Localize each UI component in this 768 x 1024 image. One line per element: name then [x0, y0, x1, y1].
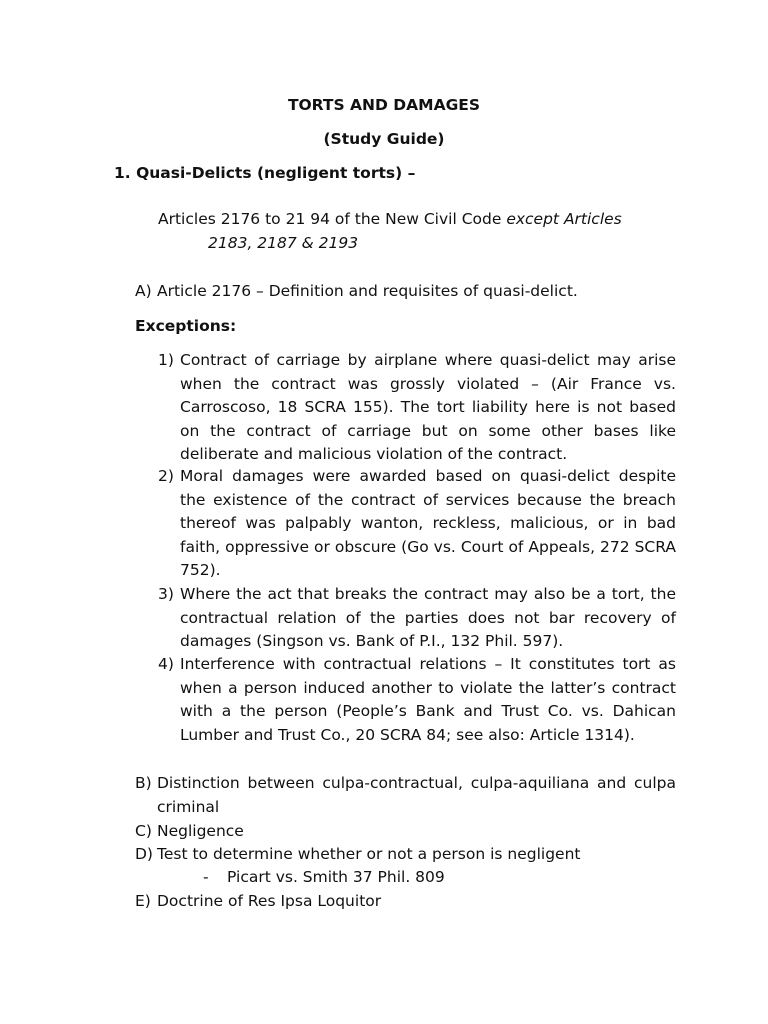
- item-text: Distinction between culpa-contractual, culpa-aquiliana and culpa criminal: [157, 774, 676, 816]
- exception-text: Contract of carriage by airplane where quasi-delict may arise when the contract was grossly violated – (Air France vs. Carroscoso, 18 SCRA 155). The tort liability here is not based on the contract of carriage but on some other bases like deliberate and malicious violation of the contract.: [180, 351, 676, 463]
- exception-marker: 4): [158, 655, 174, 673]
- articles-line: [158, 208, 622, 232]
- exception-item-3: [158, 583, 676, 654]
- exception-marker: 3): [158, 585, 174, 603]
- item-a: [135, 280, 680, 304]
- item-e: [135, 890, 676, 914]
- item-marker: E): [135, 892, 151, 910]
- exception-item-1: [158, 349, 676, 467]
- item-c: [135, 820, 676, 844]
- exception-item-2: [158, 465, 676, 583]
- exception-text: Interference with contractual relations – It constitutes tort as when a person induced another to violate the latter’s contract with a the person (People’s Bank and Trust Co. vs. Dahican Lumber and Trust Co., 20 SCRA 84; see also: Article 1314).: [180, 655, 676, 744]
- articles-except-numbers: 2183, 2187 & 2193: [208, 234, 359, 252]
- exception-text: Where the act that breaks the contract may also be a tort, the contractual relation of the parties does not bar recovery of damages (Singson vs. Bank of P.I., 132 Phil. 597).: [180, 585, 676, 650]
- exception-text: Moral damages were awarded based on quasi-delict despite the existence of the contract of services because the breach thereof was palpably wanton, reckless, malicious, or in bad faith, oppressive or obscure (Go vs. Court of Appeals, 272 SCRA 752).: [180, 467, 676, 579]
- exceptions-heading: Exceptions:: [135, 317, 237, 335]
- section-marker: 1.: [114, 164, 131, 182]
- item-marker: D): [135, 845, 153, 863]
- doc-subtitle: (Study Guide): [323, 130, 445, 148]
- section-heading-text: Quasi-Delicts (negligent torts) –: [136, 164, 416, 182]
- sub-item-picart: [203, 866, 673, 890]
- item-text: Test to determine whether or not a person is negligent: [157, 845, 581, 863]
- item-text: Article 2176 – Definition and requisites of quasi-delict.: [157, 282, 578, 300]
- dash-marker: -: [203, 868, 209, 886]
- section-1-heading: [114, 162, 415, 186]
- exception-item-4: [158, 653, 676, 747]
- articles-text: Articles 2176 to 21 94 of the New Civil Code: [158, 210, 502, 228]
- item-marker: A): [135, 282, 152, 300]
- doc-title: TORTS AND DAMAGES: [287, 96, 481, 114]
- item-d: [135, 843, 676, 867]
- articles-except: except Articles: [506, 210, 622, 228]
- item-text: Negligence: [157, 822, 244, 840]
- item-marker: B): [135, 774, 152, 792]
- sub-item-text: Picart vs. Smith 37 Phil. 809: [227, 868, 445, 886]
- item-marker: C): [135, 822, 152, 840]
- item-text: Doctrine of Res Ipsa Loquitor: [157, 892, 382, 910]
- item-b: [135, 772, 676, 819]
- exception-marker: 1): [158, 351, 174, 369]
- exception-marker: 2): [158, 467, 174, 485]
